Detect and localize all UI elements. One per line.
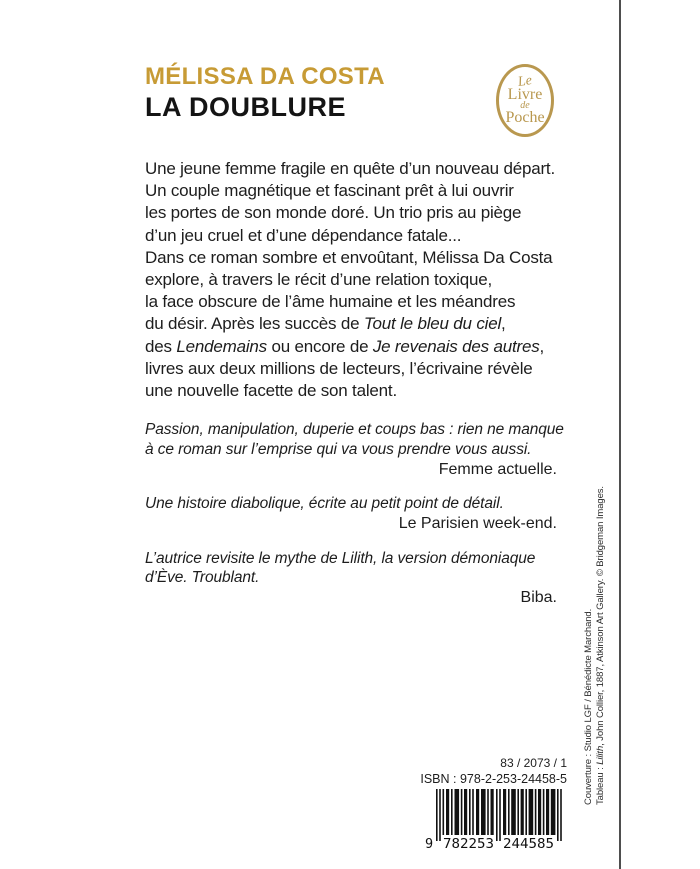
- book-title-mention: Je revenais des autres: [372, 336, 540, 356]
- synopsis-line: du désir. Après les succès de Tout le bleu du ciel,: [145, 314, 506, 334]
- quote-source: Le Parisien week-end.: [398, 515, 557, 532]
- press-quote: [145, 494, 557, 534]
- logo-le: Le: [517, 72, 533, 90]
- synopsis-line: d’un jeu cruel et d’une dépendance fatale...: [145, 225, 462, 245]
- logo-poche: Poche: [505, 108, 545, 126]
- quote-source: Femme actuelle.: [438, 460, 557, 478]
- barcode-bars: [424, 789, 570, 851]
- barcode: [424, 789, 570, 851]
- credits-line-cover: Couverture : Studio LGF / Bénédicte Marchand.: [583, 608, 594, 805]
- synopsis-line: la face obscure de l’âme humaine et les méandres: [145, 292, 516, 312]
- logo-livre: Livre: [507, 85, 543, 103]
- artwork-title: Lilith: [594, 745, 606, 765]
- barcode-digit-prefix: 9: [425, 836, 434, 851]
- synopsis-line: livres aux deux millions de lecteurs, l’écrivaine révèle: [145, 358, 533, 378]
- synopsis-line: les portes de son monde doré. Un trio pris au piège: [145, 203, 522, 223]
- quote-line: d’Ève. Troublant.: [145, 569, 260, 586]
- print-run-code: 83 / 2073 / 1: [500, 756, 567, 770]
- publisher-logo: [496, 64, 554, 137]
- quote-line: Une histoire diabolique, écrite au petit point de détail.: [145, 495, 504, 512]
- isbn-number: ISBN : 978-2-253-24458-5: [420, 772, 567, 786]
- book-title: LA DOUBLURE: [145, 92, 346, 122]
- quote-line: Passion, manipulation, duperie et coups bas : rien ne manque: [145, 421, 564, 438]
- book-title-mention: Tout le bleu du ciel: [363, 314, 502, 334]
- press-quotes: [145, 420, 564, 623]
- barcode-digits-right: 244585: [503, 836, 554, 851]
- quote-line: L’autrice revisite le mythe de Lilith, la version démoniaque: [145, 549, 536, 567]
- credits-line-artwork: Tableau : Lilith, John Collier, 1887, Atkinson Art Gallery. © Bridgeman Images.: [594, 486, 606, 805]
- book-title-mention: Lendemains: [176, 336, 267, 356]
- barcode-digits-left: 782253: [443, 836, 494, 851]
- logo-de: de: [520, 99, 530, 111]
- synopsis-line: Un couple magnétique et fascinant prêt à lui ouvrir: [145, 181, 514, 201]
- press-quote: [145, 549, 557, 608]
- quote-source: Biba.: [520, 589, 557, 606]
- quote-line: à ce roman sur l’emprise qui va vous prendre vous aussi.: [145, 440, 532, 458]
- author-name: MÉLISSA DA COSTA: [145, 63, 385, 90]
- synopsis-line: Dans ce roman sombre et envoûtant, Mélissa Da Costa: [145, 247, 553, 267]
- credits-vertical: [583, 475, 606, 805]
- synopsis: [145, 158, 555, 402]
- synopsis-line: explore, à travers le récit d’une relation toxique,: [145, 270, 492, 290]
- header: [145, 62, 385, 123]
- synopsis-line: des Lendemains ou encore de Je revenais des autres,: [145, 336, 545, 356]
- synopsis-line: une nouvelle facette de son talent.: [145, 381, 397, 401]
- cover-edge-line: [619, 0, 621, 869]
- synopsis-line: Une jeune femme fragile en quête d’un nouveau départ.: [145, 159, 555, 178]
- press-quote: [145, 420, 564, 479]
